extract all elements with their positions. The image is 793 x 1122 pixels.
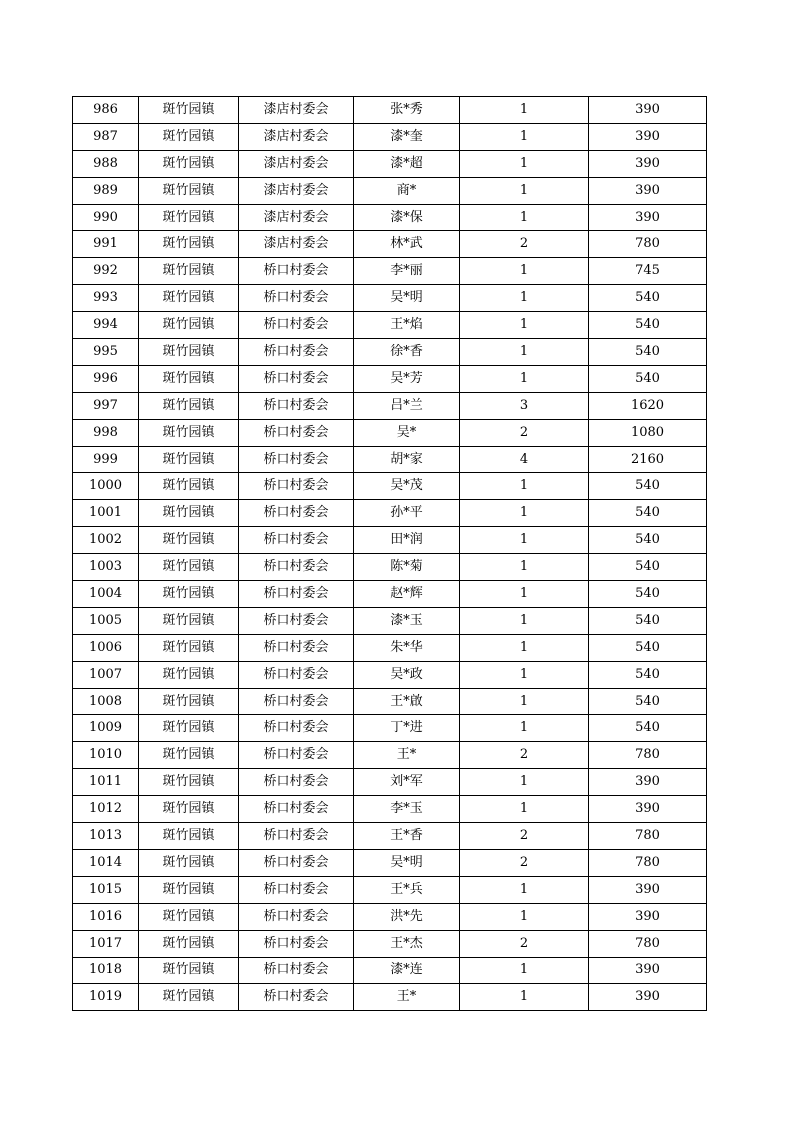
household-count-cell: 1 [460, 796, 589, 823]
town-cell: 斑竹园镇 [139, 339, 239, 366]
table-row [73, 150, 707, 177]
serial-number-cell: 1009 [73, 715, 139, 742]
name-cell: 林*武 [354, 231, 460, 258]
household-count-cell: 1 [460, 177, 589, 204]
table-row [73, 903, 707, 930]
amount-cell: 390 [589, 204, 707, 231]
table-row [73, 527, 707, 554]
serial-number-cell: 1015 [73, 876, 139, 903]
table-row [73, 365, 707, 392]
household-count-cell: 2 [460, 742, 589, 769]
amount-cell: 390 [589, 769, 707, 796]
town-cell: 斑竹园镇 [139, 903, 239, 930]
amount-cell: 540 [589, 688, 707, 715]
table-row [73, 634, 707, 661]
village-committee-cell: 桥口村委会 [239, 876, 354, 903]
serial-number-cell: 993 [73, 285, 139, 312]
village-committee-cell: 桥口村委会 [239, 957, 354, 984]
amount-cell: 390 [589, 177, 707, 204]
table-row [73, 984, 707, 1011]
name-cell: 王*杰 [354, 930, 460, 957]
village-committee-cell: 桥口村委会 [239, 446, 354, 473]
table-row [73, 419, 707, 446]
table-row [73, 177, 707, 204]
amount-cell: 540 [589, 581, 707, 608]
household-count-cell: 1 [460, 769, 589, 796]
household-count-cell: 1 [460, 554, 589, 581]
town-cell: 斑竹园镇 [139, 930, 239, 957]
name-cell: 漆*超 [354, 150, 460, 177]
amount-cell: 540 [589, 473, 707, 500]
name-cell: 吴* [354, 419, 460, 446]
village-committee-cell: 漆店村委会 [239, 123, 354, 150]
town-cell: 斑竹园镇 [139, 446, 239, 473]
table-row [73, 742, 707, 769]
village-committee-cell: 漆店村委会 [239, 97, 354, 124]
table-row [73, 876, 707, 903]
village-committee-cell: 桥口村委会 [239, 823, 354, 850]
name-cell: 吴*政 [354, 661, 460, 688]
village-committee-cell: 桥口村委会 [239, 661, 354, 688]
amount-cell: 540 [589, 312, 707, 339]
serial-number-cell: 986 [73, 97, 139, 124]
name-cell: 王* [354, 984, 460, 1011]
serial-number-cell: 996 [73, 365, 139, 392]
town-cell: 斑竹园镇 [139, 204, 239, 231]
town-cell: 斑竹园镇 [139, 769, 239, 796]
name-cell: 王*兵 [354, 876, 460, 903]
village-committee-cell: 桥口村委会 [239, 984, 354, 1011]
serial-number-cell: 991 [73, 231, 139, 258]
amount-cell: 390 [589, 150, 707, 177]
town-cell: 斑竹园镇 [139, 607, 239, 634]
amount-cell: 390 [589, 97, 707, 124]
amount-cell: 1080 [589, 419, 707, 446]
name-cell: 王*香 [354, 823, 460, 850]
amount-cell: 780 [589, 231, 707, 258]
household-count-cell: 1 [460, 607, 589, 634]
household-count-cell: 1 [460, 957, 589, 984]
table-row [73, 607, 707, 634]
household-count-cell: 2 [460, 849, 589, 876]
serial-number-cell: 988 [73, 150, 139, 177]
town-cell: 斑竹园镇 [139, 123, 239, 150]
amount-cell: 540 [589, 661, 707, 688]
village-committee-cell: 桥口村委会 [239, 258, 354, 285]
name-cell: 吴*明 [354, 849, 460, 876]
amount-cell: 540 [589, 554, 707, 581]
town-cell: 斑竹园镇 [139, 634, 239, 661]
table-row [73, 554, 707, 581]
name-cell: 漆*奎 [354, 123, 460, 150]
name-cell: 王* [354, 742, 460, 769]
serial-number-cell: 987 [73, 123, 139, 150]
household-count-cell: 2 [460, 823, 589, 850]
serial-number-cell: 994 [73, 312, 139, 339]
town-cell: 斑竹园镇 [139, 554, 239, 581]
town-cell: 斑竹园镇 [139, 715, 239, 742]
village-committee-cell: 桥口村委会 [239, 796, 354, 823]
town-cell: 斑竹园镇 [139, 312, 239, 339]
town-cell: 斑竹园镇 [139, 688, 239, 715]
household-count-cell: 1 [460, 97, 589, 124]
household-count-cell: 2 [460, 419, 589, 446]
amount-cell: 540 [589, 634, 707, 661]
name-cell: 王*啟 [354, 688, 460, 715]
village-committee-cell: 桥口村委会 [239, 930, 354, 957]
name-cell: 陈*菊 [354, 554, 460, 581]
household-count-cell: 1 [460, 365, 589, 392]
town-cell: 斑竹园镇 [139, 150, 239, 177]
household-count-cell: 1 [460, 876, 589, 903]
table-row [73, 769, 707, 796]
serial-number-cell: 1016 [73, 903, 139, 930]
name-cell: 刘*军 [354, 769, 460, 796]
serial-number-cell: 1011 [73, 769, 139, 796]
table-row [73, 661, 707, 688]
town-cell: 斑竹园镇 [139, 742, 239, 769]
household-count-cell: 1 [460, 688, 589, 715]
name-cell: 李*玉 [354, 796, 460, 823]
serial-number-cell: 1018 [73, 957, 139, 984]
serial-number-cell: 1019 [73, 984, 139, 1011]
table-row [73, 258, 707, 285]
town-cell: 斑竹园镇 [139, 796, 239, 823]
amount-cell: 540 [589, 285, 707, 312]
serial-number-cell: 1005 [73, 607, 139, 634]
table-row [73, 312, 707, 339]
table-row [73, 500, 707, 527]
serial-number-cell: 1001 [73, 500, 139, 527]
name-cell: 孙*平 [354, 500, 460, 527]
village-committee-cell: 桥口村委会 [239, 473, 354, 500]
village-committee-cell: 桥口村委会 [239, 527, 354, 554]
serial-number-cell: 1017 [73, 930, 139, 957]
household-count-cell: 1 [460, 473, 589, 500]
table-row [73, 231, 707, 258]
table-row [73, 930, 707, 957]
table-row [73, 473, 707, 500]
household-count-cell: 1 [460, 204, 589, 231]
table-row [73, 446, 707, 473]
table-row [73, 715, 707, 742]
amount-cell: 540 [589, 365, 707, 392]
serial-number-cell: 999 [73, 446, 139, 473]
name-cell: 田*润 [354, 527, 460, 554]
table-body [73, 97, 707, 1011]
town-cell: 斑竹园镇 [139, 661, 239, 688]
table-row [73, 204, 707, 231]
amount-cell: 390 [589, 876, 707, 903]
town-cell: 斑竹园镇 [139, 823, 239, 850]
serial-number-cell: 1004 [73, 581, 139, 608]
town-cell: 斑竹园镇 [139, 984, 239, 1011]
name-cell: 吴*芳 [354, 365, 460, 392]
household-count-cell: 1 [460, 984, 589, 1011]
household-count-cell: 1 [460, 903, 589, 930]
serial-number-cell: 1003 [73, 554, 139, 581]
name-cell: 吕*兰 [354, 392, 460, 419]
amount-cell: 390 [589, 957, 707, 984]
household-count-cell: 1 [460, 123, 589, 150]
serial-number-cell: 1008 [73, 688, 139, 715]
village-committee-cell: 桥口村委会 [239, 903, 354, 930]
name-cell: 徐*香 [354, 339, 460, 366]
household-count-cell: 4 [460, 446, 589, 473]
household-count-cell: 1 [460, 285, 589, 312]
town-cell: 斑竹园镇 [139, 849, 239, 876]
village-committee-cell: 漆店村委会 [239, 231, 354, 258]
village-committee-cell: 桥口村委会 [239, 500, 354, 527]
village-committee-cell: 桥口村委会 [239, 365, 354, 392]
table-row [73, 123, 707, 150]
town-cell: 斑竹园镇 [139, 231, 239, 258]
name-cell: 漆*玉 [354, 607, 460, 634]
town-cell: 斑竹园镇 [139, 500, 239, 527]
amount-cell: 540 [589, 715, 707, 742]
amount-cell: 780 [589, 849, 707, 876]
amount-cell: 540 [589, 500, 707, 527]
household-count-cell: 1 [460, 312, 589, 339]
amount-cell: 2160 [589, 446, 707, 473]
household-count-cell: 1 [460, 581, 589, 608]
town-cell: 斑竹园镇 [139, 957, 239, 984]
serial-number-cell: 1002 [73, 527, 139, 554]
village-committee-cell: 桥口村委会 [239, 554, 354, 581]
amount-cell: 390 [589, 123, 707, 150]
village-committee-cell: 桥口村委会 [239, 339, 354, 366]
village-committee-cell: 桥口村委会 [239, 392, 354, 419]
amount-cell: 780 [589, 930, 707, 957]
household-count-cell: 1 [460, 634, 589, 661]
amount-cell: 390 [589, 984, 707, 1011]
table-row [73, 796, 707, 823]
town-cell: 斑竹园镇 [139, 473, 239, 500]
amount-cell: 780 [589, 742, 707, 769]
village-committee-cell: 桥口村委会 [239, 849, 354, 876]
serial-number-cell: 1014 [73, 849, 139, 876]
village-committee-cell: 桥口村委会 [239, 312, 354, 339]
town-cell: 斑竹园镇 [139, 527, 239, 554]
serial-number-cell: 997 [73, 392, 139, 419]
town-cell: 斑竹园镇 [139, 177, 239, 204]
table-row [73, 957, 707, 984]
serial-number-cell: 995 [73, 339, 139, 366]
village-committee-cell: 桥口村委会 [239, 688, 354, 715]
amount-cell: 780 [589, 823, 707, 850]
serial-number-cell: 1006 [73, 634, 139, 661]
name-cell: 王*焰 [354, 312, 460, 339]
table-row [73, 823, 707, 850]
town-cell: 斑竹园镇 [139, 258, 239, 285]
village-committee-cell: 漆店村委会 [239, 150, 354, 177]
table-row [73, 339, 707, 366]
serial-number-cell: 1010 [73, 742, 139, 769]
data-table [72, 96, 707, 1011]
village-committee-cell: 桥口村委会 [239, 607, 354, 634]
amount-cell: 540 [589, 339, 707, 366]
village-committee-cell: 桥口村委会 [239, 419, 354, 446]
table-row [73, 849, 707, 876]
name-cell: 吴*茂 [354, 473, 460, 500]
town-cell: 斑竹园镇 [139, 392, 239, 419]
table-row [73, 688, 707, 715]
household-count-cell: 1 [460, 339, 589, 366]
table-row [73, 97, 707, 124]
household-count-cell: 1 [460, 527, 589, 554]
village-committee-cell: 桥口村委会 [239, 581, 354, 608]
amount-cell: 390 [589, 903, 707, 930]
amount-cell: 390 [589, 796, 707, 823]
household-count-cell: 1 [460, 500, 589, 527]
household-count-cell: 1 [460, 150, 589, 177]
name-cell: 商* [354, 177, 460, 204]
table-row [73, 285, 707, 312]
table-row [73, 392, 707, 419]
village-committee-cell: 桥口村委会 [239, 742, 354, 769]
household-count-cell: 3 [460, 392, 589, 419]
town-cell: 斑竹园镇 [139, 285, 239, 312]
name-cell: 胡*家 [354, 446, 460, 473]
town-cell: 斑竹园镇 [139, 581, 239, 608]
table-row [73, 581, 707, 608]
village-committee-cell: 桥口村委会 [239, 769, 354, 796]
village-committee-cell: 漆店村委会 [239, 177, 354, 204]
serial-number-cell: 990 [73, 204, 139, 231]
name-cell: 朱*华 [354, 634, 460, 661]
name-cell: 张*秀 [354, 97, 460, 124]
village-committee-cell: 桥口村委会 [239, 634, 354, 661]
amount-cell: 1620 [589, 392, 707, 419]
town-cell: 斑竹园镇 [139, 365, 239, 392]
name-cell: 漆*连 [354, 957, 460, 984]
amount-cell: 540 [589, 607, 707, 634]
village-committee-cell: 桥口村委会 [239, 285, 354, 312]
town-cell: 斑竹园镇 [139, 876, 239, 903]
serial-number-cell: 998 [73, 419, 139, 446]
town-cell: 斑竹园镇 [139, 419, 239, 446]
name-cell: 吴*明 [354, 285, 460, 312]
name-cell: 李*丽 [354, 258, 460, 285]
village-committee-cell: 桥口村委会 [239, 715, 354, 742]
name-cell: 赵*辉 [354, 581, 460, 608]
name-cell: 丁*进 [354, 715, 460, 742]
village-committee-cell: 漆店村委会 [239, 204, 354, 231]
amount-cell: 745 [589, 258, 707, 285]
serial-number-cell: 1012 [73, 796, 139, 823]
serial-number-cell: 1007 [73, 661, 139, 688]
serial-number-cell: 989 [73, 177, 139, 204]
household-count-cell: 2 [460, 930, 589, 957]
name-cell: 洪*先 [354, 903, 460, 930]
town-cell: 斑竹园镇 [139, 97, 239, 124]
household-count-cell: 1 [460, 661, 589, 688]
household-count-cell: 2 [460, 231, 589, 258]
serial-number-cell: 992 [73, 258, 139, 285]
household-count-cell: 1 [460, 715, 589, 742]
household-count-cell: 1 [460, 258, 589, 285]
serial-number-cell: 1013 [73, 823, 139, 850]
amount-cell: 540 [589, 527, 707, 554]
name-cell: 漆*保 [354, 204, 460, 231]
serial-number-cell: 1000 [73, 473, 139, 500]
